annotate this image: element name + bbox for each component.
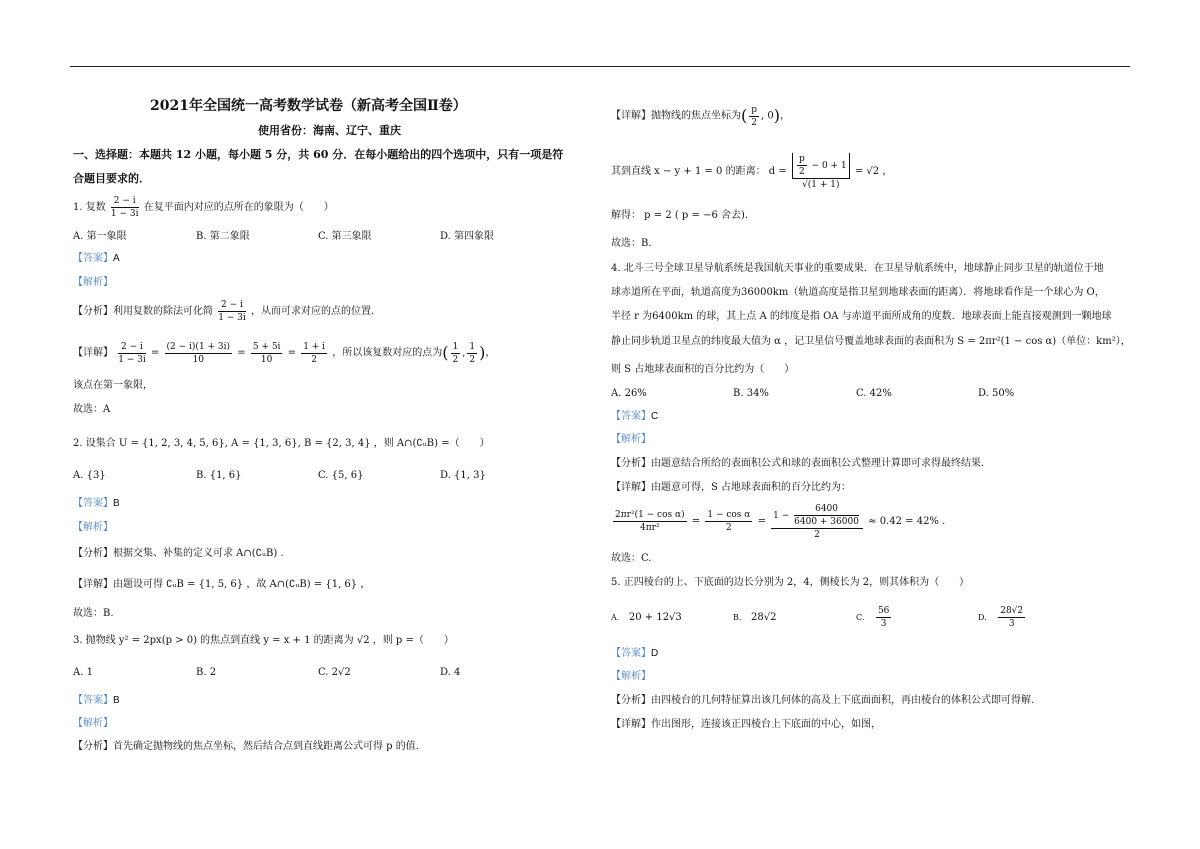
q5-option-c: C. $\frac{56}{3}$	[856, 606, 890, 629]
q1-conclusion: 该点在第一象限，	[73, 380, 153, 391]
q4-line1: 4. 北斗三号全球卫星导航系统是我国航天事业的重要成果．在卫星导航系统中，地球静止同步卫星的轨道位于地	[611, 263, 1104, 274]
q3-detail-distance: 其到直线 x − y + 1 = 0 的距离： d = $\frac{p}{2}$ − 0 + 1 √(1 + 1) = √2 ，	[611, 153, 893, 190]
q3-choose: 故选：B.	[611, 238, 652, 249]
q2-stem: 2. 设集合 U = {1, 2, 3, 4, 5, 6}, A = {1, 3, 6}, B = {2, 3, 4} ，则 A∩(∁ᵤB) =（ ）	[73, 438, 490, 449]
q2-option-c: C. {5, 6}	[318, 470, 364, 481]
q3-option-c: C. 2√2	[318, 667, 351, 678]
q1-option-a: A. 第一象限	[73, 231, 127, 242]
q1-option-c: C. 第三象限	[318, 231, 372, 242]
q1-answer: 【答案】A	[73, 253, 120, 264]
q1-jiexi-tag: 【解析】	[73, 277, 113, 288]
provinces-line: 使用省份：海南、辽宁、重庆	[258, 124, 401, 137]
section-heading-line2: 合题目要求的．	[73, 172, 150, 185]
section-heading-line1: 一、选择题：本题共 12 小题，每小题 5 分，共 60 分．在每小题给出的四个选项中，只有一项是符	[73, 148, 564, 161]
q4-jiexi-tag: 【解析】	[611, 434, 651, 445]
q1-option-b: B. 第二象限	[196, 231, 250, 242]
q5-answer: 【答案】D	[611, 648, 659, 659]
q4-option-d: D. 50%	[978, 388, 1015, 399]
q4-analysis: 【分析】由题意结合所给的表面积公式和球的表面积公式整理计算即可求得最终结果.	[611, 458, 985, 469]
q5-stem: 5. 正四棱台的上、下底面的边长分别为 2，4，侧棱长为 2，则其体积为（ ）	[611, 577, 970, 588]
q4-line3: 半径 r 为6400km 的球，其上点 A 的纬度是指 OA 与赤道平面所成角的度数．地球表面上能直接观测到一颗地球	[611, 311, 1112, 322]
header-rule	[70, 66, 1130, 67]
q2-detail: 【详解】由题设可得 ∁ᵤB = {1, 5, 6} ，故 A∩(∁ᵤB) = {1, 6} ，	[73, 579, 371, 590]
q1-suffix: 在复平面内对应的点所在的象限为（ ）	[143, 202, 334, 213]
q1-fraction: $\frac{2 - i}{1 - 3i}$	[110, 196, 139, 219]
q2-choose: 故选：B.	[73, 608, 114, 619]
q2-jiexi-tag: 【解析】	[73, 522, 113, 533]
q4-option-b: B. 34%	[733, 388, 769, 399]
q5-jiexi-tag: 【解析】	[611, 671, 651, 682]
q4-option-a: A. 26%	[611, 388, 647, 399]
q3-detail-focus: 【详解】抛物线的焦点坐标为( $\frac{p}{2}$ , 0)，	[611, 104, 790, 128]
q3-answer: 【答案】B	[73, 695, 120, 706]
q2-option-d: D. {1, 3}	[440, 470, 486, 481]
q1-stem	[73, 194, 334, 222]
q5-analysis: 【分析】由四棱台的几何特征算出该几何体的高及上下底面面积，再由棱台的体积公式即可得解.	[611, 695, 1035, 706]
q4-formula: $\frac{\text{2πr²(1 − cos α)}}{\text{4πr²}}$ = $\frac{\text{1 − cos α}}{2}$ = 1 − $\frac{6400}{6400 + 36000}$ 2 ≈ 0.42 = 42% .	[615, 503, 946, 540]
q3-analysis: 【分析】首先确定抛物线的焦点坐标，然后结合点到直线距离公式可得 p 的值.	[73, 741, 419, 752]
q1-option-d: D. 第四象限	[440, 231, 495, 242]
q3-option-a: A. 1	[73, 667, 93, 678]
q4-line5: 则 S 占地球表面积的百分比约为（ ）	[611, 364, 795, 375]
q3-option-b: B. 2	[196, 667, 217, 678]
page-title: 2021年全国统一高考数学试卷（新高考全国Ⅱ卷）	[150, 98, 467, 114]
q1-analysis: 【分析】利用复数的除法可化简 $\frac{2 - i}{1 - 3i}$ ，从而可求对应的点的位置.	[73, 300, 375, 323]
q3-option-d: D. 4	[440, 667, 461, 678]
q5-option-b: B. 28√2	[733, 612, 777, 623]
q2-option-b: B. {1, 6}	[196, 470, 242, 481]
q5-option-a: A. 20 + 12√3	[611, 612, 682, 623]
q2-option-a: A. {3}	[73, 470, 106, 481]
q1-detail: 【详解】 $\frac{2 - i}{1 - 3i}$ = $\frac{(2 - i)(1 + 3i)}{10}$ = $\frac{5 + 5i}{10}$ = $\frac{1 + i}{2}$ ，所以该复数对应的点为( $\frac{1}{2}$ , $\frac{1}{2}$ )，	[73, 341, 496, 365]
q4-answer: 【答案】C	[611, 411, 659, 422]
q5-option-d: D. $\frac{28√2}{3}$	[978, 606, 1024, 629]
q4-option-c: C. 42%	[856, 388, 892, 399]
q4-detail: 【详解】由题意可得，S 占地球表面积的百分比约为：	[611, 482, 852, 493]
q2-answer: 【答案】B	[73, 498, 120, 509]
q1-prefix: 1. 复数	[73, 202, 106, 213]
q3-stem: 3. 抛物线 y² = 2px(p > 0) 的焦点到直线 y = x + 1 的距离为 √2 ，则 p =（ ）	[73, 635, 454, 646]
q4-line2: 球赤道所在平面，轨道高度为36000km（轨道高度是指卫星到地球表面的距离）．将地球看作是一个球心为 O，	[611, 287, 1105, 298]
q3-jiexi-tag: 【解析】	[73, 718, 113, 729]
q3-solve: 解得： p = 2 ( p = −6 舍去).	[611, 210, 749, 221]
q1-choose: 故选：A	[73, 404, 111, 415]
q4-line4: 静止同步轨道卫星点的纬度最大值为 α ，记卫星信号覆盖地球表面的表面积为 S = 2πr²(1 − cos α)（单位：km²），	[611, 336, 1131, 347]
q5-detail: 【详解】作出图形，连接该正四棱台上下底面的中心，如图，	[611, 719, 881, 730]
q2-analysis: 【分析】根据交集、补集的定义可求 A∩(∁ᵤB) .	[73, 548, 284, 559]
q4-choose: 故选：C.	[611, 553, 652, 564]
